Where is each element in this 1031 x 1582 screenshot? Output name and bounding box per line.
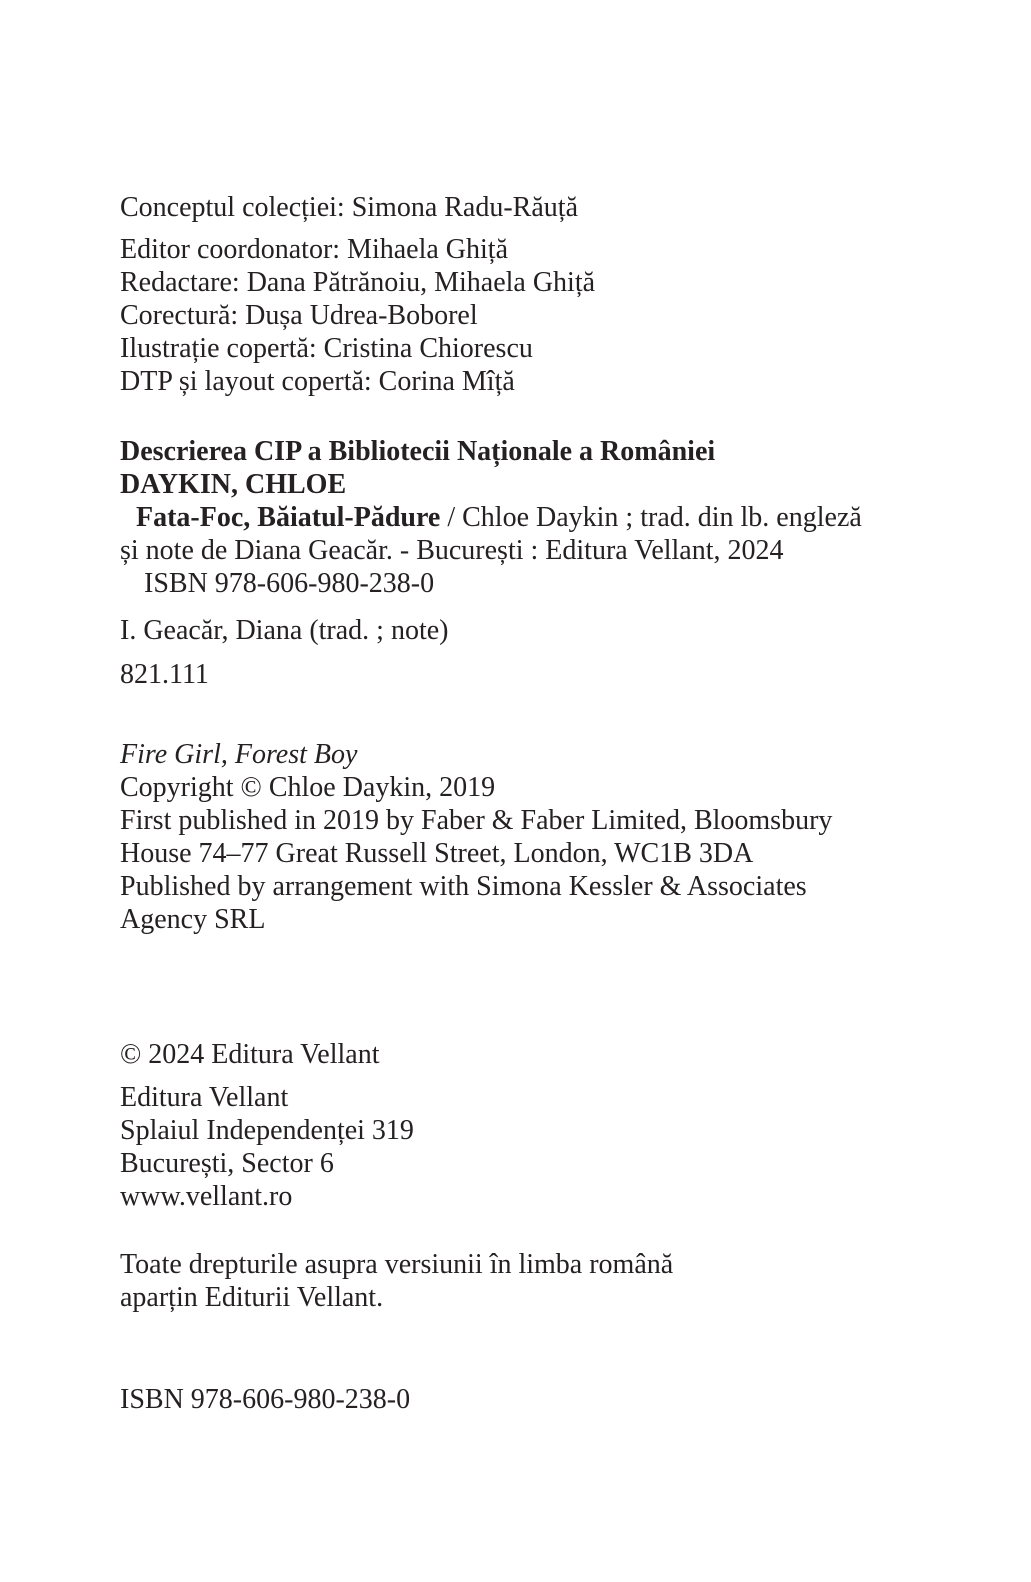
publisher-website: www.vellant.ro — [120, 1181, 293, 1212]
cip-book-title: Fata-Foc, Băiatul-Pădure — [136, 502, 441, 533]
rights-block — [120, 1248, 1020, 1314]
collection-concept-line: Conceptul colecției: Simona Radu-Răuță — [120, 192, 578, 223]
cip-classification-block — [120, 658, 1020, 691]
cip-isbn: ISBN 978-606-980-238-0 — [144, 568, 435, 599]
original-title: Fire Girl, Forest Boy — [120, 739, 358, 770]
credit-line-editor: Editor coordonator: Mihaela Ghiță — [120, 234, 508, 265]
original-edition-block — [120, 738, 1020, 936]
cip-block — [120, 435, 1020, 600]
cip-title-rest: / Chloe Daykin ; trad. din lb. engleză — [440, 502, 862, 533]
isbn-footer-block — [120, 1383, 1020, 1416]
cip-title-continuation: și note de Diana Geacăr. - București : Editura Vellant, 2024 — [120, 535, 784, 566]
publisher-city: București, Sector 6 — [120, 1148, 334, 1179]
publisher-copyright-line: © 2024 Editura Vellant — [120, 1039, 380, 1070]
original-copyright-line: Copyright © Chloe Daykin, 2019 — [120, 772, 496, 803]
credit-line-ilustratie: Ilustrație copertă: Cristina Chiorescu — [120, 333, 533, 364]
collection-concept-block — [120, 191, 1020, 224]
original-publisher-line-2: House 74–77 Great Russell Street, London, WC1B 3DA — [120, 838, 754, 869]
cip-author: DAYKIN, CHLOE — [120, 469, 347, 500]
publisher-address-block — [120, 1081, 1020, 1213]
rights-line-2: aparțin Editurii Vellant. — [120, 1282, 384, 1313]
cip-index-block — [120, 614, 1020, 647]
original-arrangement-line-1: Published by arrangement with Simona Kessler & Associates — [120, 871, 807, 902]
original-publisher-line-1: First published in 2019 by Faber & Faber Limited, Bloomsbury — [120, 805, 833, 836]
rights-line-1: Toate drepturile asupra versiunii în limba română — [120, 1249, 674, 1280]
credit-line-dtp: DTP și layout copertă: Corina Mîță — [120, 366, 515, 397]
isbn-footer: ISBN 978-606-980-238-0 — [120, 1384, 411, 1415]
publisher-street: Splaiul Independenței 319 — [120, 1115, 414, 1146]
cip-title-line — [120, 501, 1020, 534]
cip-heading: Descrierea CIP a Bibliotecii Naționale a României — [120, 436, 716, 467]
publisher-name: Editura Vellant — [120, 1082, 289, 1113]
publisher-copyright-block — [120, 1038, 1020, 1071]
original-arrangement-line-2: Agency SRL — [120, 904, 266, 935]
credit-line-redactare: Redactare: Dana Pătrănoiu, Mihaela Ghiță — [120, 267, 596, 298]
credits-block — [120, 233, 1020, 398]
cip-index-entry: I. Geacăr, Diana (trad. ; note) — [120, 615, 449, 646]
credit-line-corectura: Corectură: Dușa Udrea-Boborel — [120, 300, 478, 331]
cip-classification: 821.111 — [120, 659, 209, 690]
